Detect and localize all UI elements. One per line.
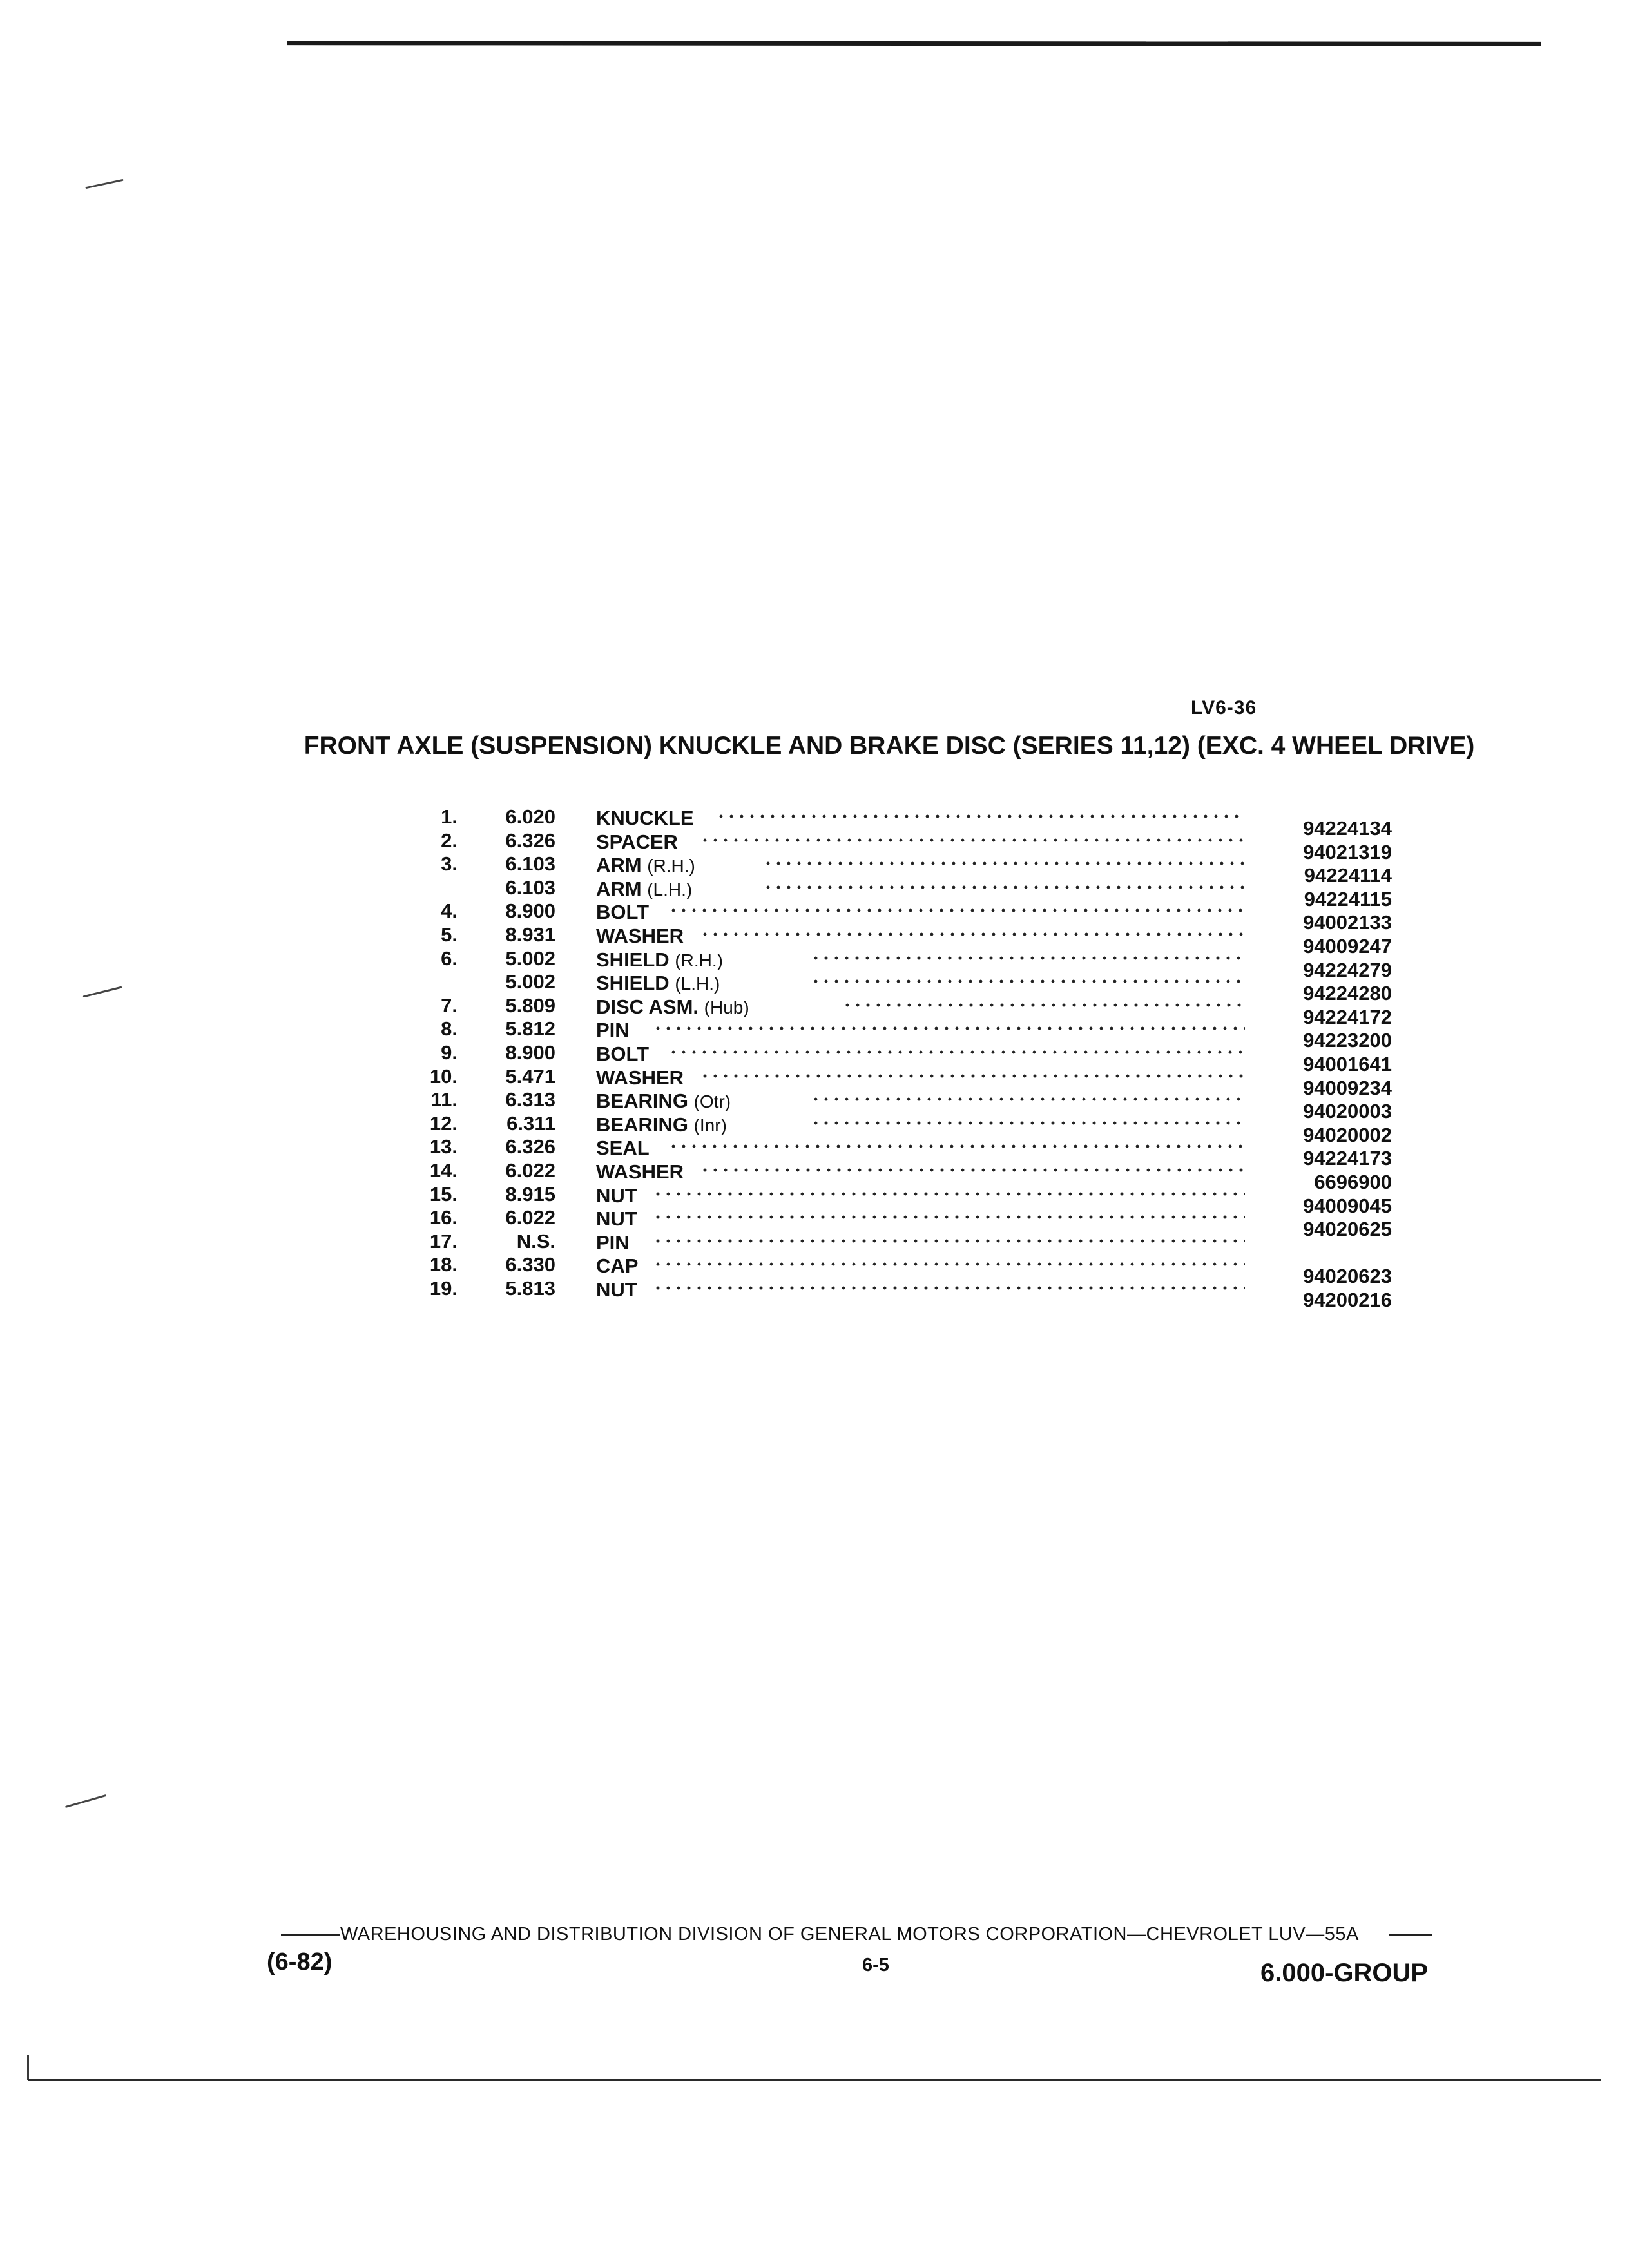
part-number: 94009247 — [1303, 934, 1392, 957]
part-number: 94224280 — [1303, 982, 1392, 1005]
footer-page-number: 6-5 — [862, 1955, 889, 1975]
part-group-number: 6.326 — [505, 1135, 555, 1158]
margin-mark — [85, 179, 123, 189]
part-item-number: 2. — [441, 829, 458, 852]
part-name-text: WASHER — [596, 1160, 684, 1183]
part-number: 94021319 — [1303, 840, 1392, 863]
footer-corporation-line — [281, 1924, 1432, 1945]
part-item-number: 15. — [429, 1182, 458, 1206]
part-item-number: 7. — [441, 994, 458, 1017]
part-number: 94224172 — [1303, 1005, 1392, 1028]
part-row — [412, 1041, 1392, 1075]
part-name — [596, 1184, 637, 1207]
part-qualifier: (Inr) — [693, 1115, 727, 1135]
bottom-rule-tick — [27, 2055, 29, 2080]
part-row — [412, 805, 1392, 840]
part-name — [596, 948, 723, 972]
part-row — [412, 947, 1392, 981]
part-group-number: 5.002 — [505, 947, 555, 970]
dot-leader — [668, 1139, 1245, 1153]
part-row — [412, 1017, 1392, 1052]
dot-leader — [653, 1210, 1246, 1224]
part-group-number: 8.931 — [505, 923, 555, 946]
part-item-number: 12. — [429, 1111, 458, 1135]
part-name — [596, 1113, 727, 1137]
part-number: 94223200 — [1303, 1029, 1392, 1052]
margin-mark — [65, 1794, 106, 1808]
dot-leader — [811, 974, 1246, 988]
dot-leader — [653, 1257, 1246, 1271]
part-qualifier: (Otr) — [693, 1091, 731, 1112]
part-item-number: 3. — [441, 852, 458, 876]
part-row — [412, 876, 1392, 910]
footer-date: (6-82) — [267, 1948, 333, 1975]
part-name-text: WASHER — [596, 1066, 684, 1089]
footer-dash — [281, 1934, 340, 1936]
part-name-text: CAP — [596, 1254, 639, 1278]
part-group-number: 5.813 — [505, 1276, 555, 1300]
part-group-number: 5.809 — [505, 994, 555, 1017]
part-name-text: PIN — [596, 1231, 630, 1254]
part-number: 94224173 — [1303, 1147, 1392, 1170]
part-group-number: 6.022 — [505, 1206, 555, 1229]
footer-dash — [1389, 1934, 1432, 1936]
part-name-text: PIN — [596, 1019, 630, 1042]
part-qualifier: (L.H.) — [675, 974, 720, 994]
part-name-text: NUT — [596, 1278, 637, 1301]
part-name — [596, 1090, 731, 1113]
part-name — [596, 995, 749, 1019]
bottom-rule — [28, 2079, 1601, 2081]
dot-leader — [700, 1069, 1245, 1083]
part-group-number: 5.812 — [505, 1017, 555, 1041]
part-item-number: 5. — [441, 923, 458, 946]
part-item-number: 19. — [429, 1276, 458, 1300]
part-item-number: 17. — [429, 1229, 458, 1253]
part-item-number: 13. — [429, 1135, 458, 1158]
part-name-text: BEARING — [596, 1113, 688, 1136]
part-name-text: ARM — [596, 854, 642, 877]
dot-leader — [668, 1045, 1245, 1059]
part-name — [596, 901, 649, 924]
part-number: 94224279 — [1303, 958, 1392, 981]
dot-leader — [668, 903, 1245, 918]
dot-leader — [700, 1163, 1245, 1177]
part-item-number: 10. — [429, 1064, 458, 1088]
part-group-number: 6.326 — [505, 829, 555, 852]
part-name — [596, 925, 684, 948]
part-number: 6696900 — [1314, 1170, 1392, 1193]
part-row — [412, 899, 1392, 934]
part-name-text: SPACER — [596, 830, 678, 853]
part-row — [412, 970, 1392, 1005]
part-name-text: ARM — [596, 877, 642, 900]
part-number: 94224134 — [1303, 817, 1392, 840]
dot-leader — [653, 1187, 1246, 1201]
part-name — [596, 831, 678, 854]
part-name-text: NUT — [596, 1207, 637, 1231]
part-name — [596, 807, 694, 830]
part-group-number: 6.313 — [505, 1088, 555, 1111]
part-name — [596, 1137, 650, 1160]
top-rule — [287, 41, 1541, 46]
margin-mark — [83, 986, 122, 998]
part-row — [412, 1182, 1392, 1217]
part-group-number: 8.915 — [505, 1182, 555, 1206]
part-item-number: 18. — [429, 1253, 458, 1276]
part-name — [596, 1160, 684, 1184]
part-item-number: 6. — [441, 947, 458, 970]
dot-leader — [811, 1116, 1246, 1130]
part-group-number: 5.471 — [505, 1064, 555, 1088]
part-row — [412, 923, 1392, 957]
part-name — [596, 1019, 630, 1042]
dot-leader — [653, 1234, 1246, 1248]
part-number: 94224114 — [1304, 864, 1392, 887]
footer-corporation-text: WAREHOUSING AND DISTRIBUTION DIVISION OF GENERAL MOTORS CORPORATION—CHEVROLET LUV—55A — [340, 1924, 1358, 1945]
dot-leader — [653, 1021, 1246, 1035]
part-number: 94009045 — [1303, 1194, 1392, 1217]
part-row — [412, 852, 1392, 887]
part-item-number: 11. — [430, 1088, 458, 1111]
part-qualifier: (R.H.) — [675, 950, 723, 970]
part-group-number: N.S. — [516, 1229, 555, 1253]
part-name — [596, 1043, 649, 1066]
part-group-number: 6.330 — [505, 1253, 555, 1276]
part-name — [596, 1254, 638, 1278]
dot-leader — [763, 880, 1245, 894]
part-row — [412, 1064, 1392, 1099]
part-group-number: 8.900 — [505, 899, 555, 923]
part-number: 94002133 — [1303, 911, 1392, 934]
part-item-number: 14. — [429, 1158, 458, 1182]
part-number: 94020623 — [1303, 1265, 1392, 1288]
part-name-text: NUT — [596, 1184, 637, 1207]
part-qualifier: (Hub) — [704, 997, 749, 1017]
part-group-number: 6.311 — [506, 1111, 555, 1135]
part-row — [412, 994, 1392, 1028]
part-item-number: 9. — [441, 1041, 458, 1064]
part-group-number: 6.103 — [505, 852, 555, 876]
part-name-text: BOLT — [596, 901, 650, 924]
part-name — [596, 878, 692, 901]
part-name — [596, 972, 720, 995]
part-name-text: KNUCKLE — [596, 807, 694, 829]
part-qualifier: (L.H.) — [647, 879, 693, 899]
part-item-number: 4. — [441, 899, 458, 923]
part-group-number: 8.900 — [505, 1041, 555, 1064]
part-name-text: BOLT — [596, 1042, 650, 1065]
dot-leader — [811, 951, 1246, 965]
part-row — [412, 829, 1392, 863]
dot-leader — [763, 856, 1245, 870]
part-item-number: 1. — [441, 805, 458, 828]
part-name-text: DISC ASM. — [596, 995, 699, 1018]
part-qualifier: (R.H.) — [647, 856, 695, 876]
page-code: LV6-36 — [1191, 697, 1257, 718]
part-name — [596, 1231, 630, 1254]
dot-leader — [700, 833, 1245, 847]
part-name — [596, 1207, 637, 1231]
part-name-text: SEAL — [596, 1137, 650, 1160]
part-item-number: 16. — [429, 1206, 458, 1229]
dot-leader — [716, 809, 1246, 823]
part-number: 94001641 — [1303, 1052, 1392, 1075]
dot-leader — [653, 1281, 1246, 1295]
page-title: FRONT AXLE (SUSPENSION) KNUCKLE AND BRAKE DISC (SERIES 11,12) (EXC. 4 WHEEL DRIVE) — [304, 732, 1475, 760]
part-name — [596, 1066, 684, 1090]
part-name — [596, 854, 695, 877]
dot-leader — [700, 927, 1245, 941]
part-name-text: WASHER — [596, 924, 684, 947]
part-group-number: 6.020 — [505, 805, 555, 828]
footer-group: 6.000-GROUP — [1260, 1959, 1429, 1987]
part-name-text: SHIELD — [596, 972, 670, 995]
part-number: 94020002 — [1303, 1123, 1392, 1146]
part-name-text: SHIELD — [596, 948, 670, 971]
part-group-number: 5.002 — [505, 970, 555, 994]
part-number: 94224115 — [1304, 887, 1392, 910]
part-number: 94009234 — [1303, 1076, 1392, 1099]
part-item-number: 8. — [441, 1017, 458, 1041]
part-number: 94200216 — [1303, 1288, 1392, 1311]
dot-leader — [811, 1092, 1246, 1106]
parts-list — [412, 805, 1392, 1311]
dot-leader — [842, 998, 1246, 1012]
part-number: 94020625 — [1303, 1218, 1392, 1241]
part-group-number: 6.022 — [505, 1158, 555, 1182]
part-row — [412, 1230, 1392, 1254]
part-group-number: 6.103 — [505, 876, 555, 899]
part-name-text: BEARING — [596, 1090, 688, 1113]
part-name — [596, 1278, 637, 1302]
part-number: 94020003 — [1303, 1100, 1392, 1123]
